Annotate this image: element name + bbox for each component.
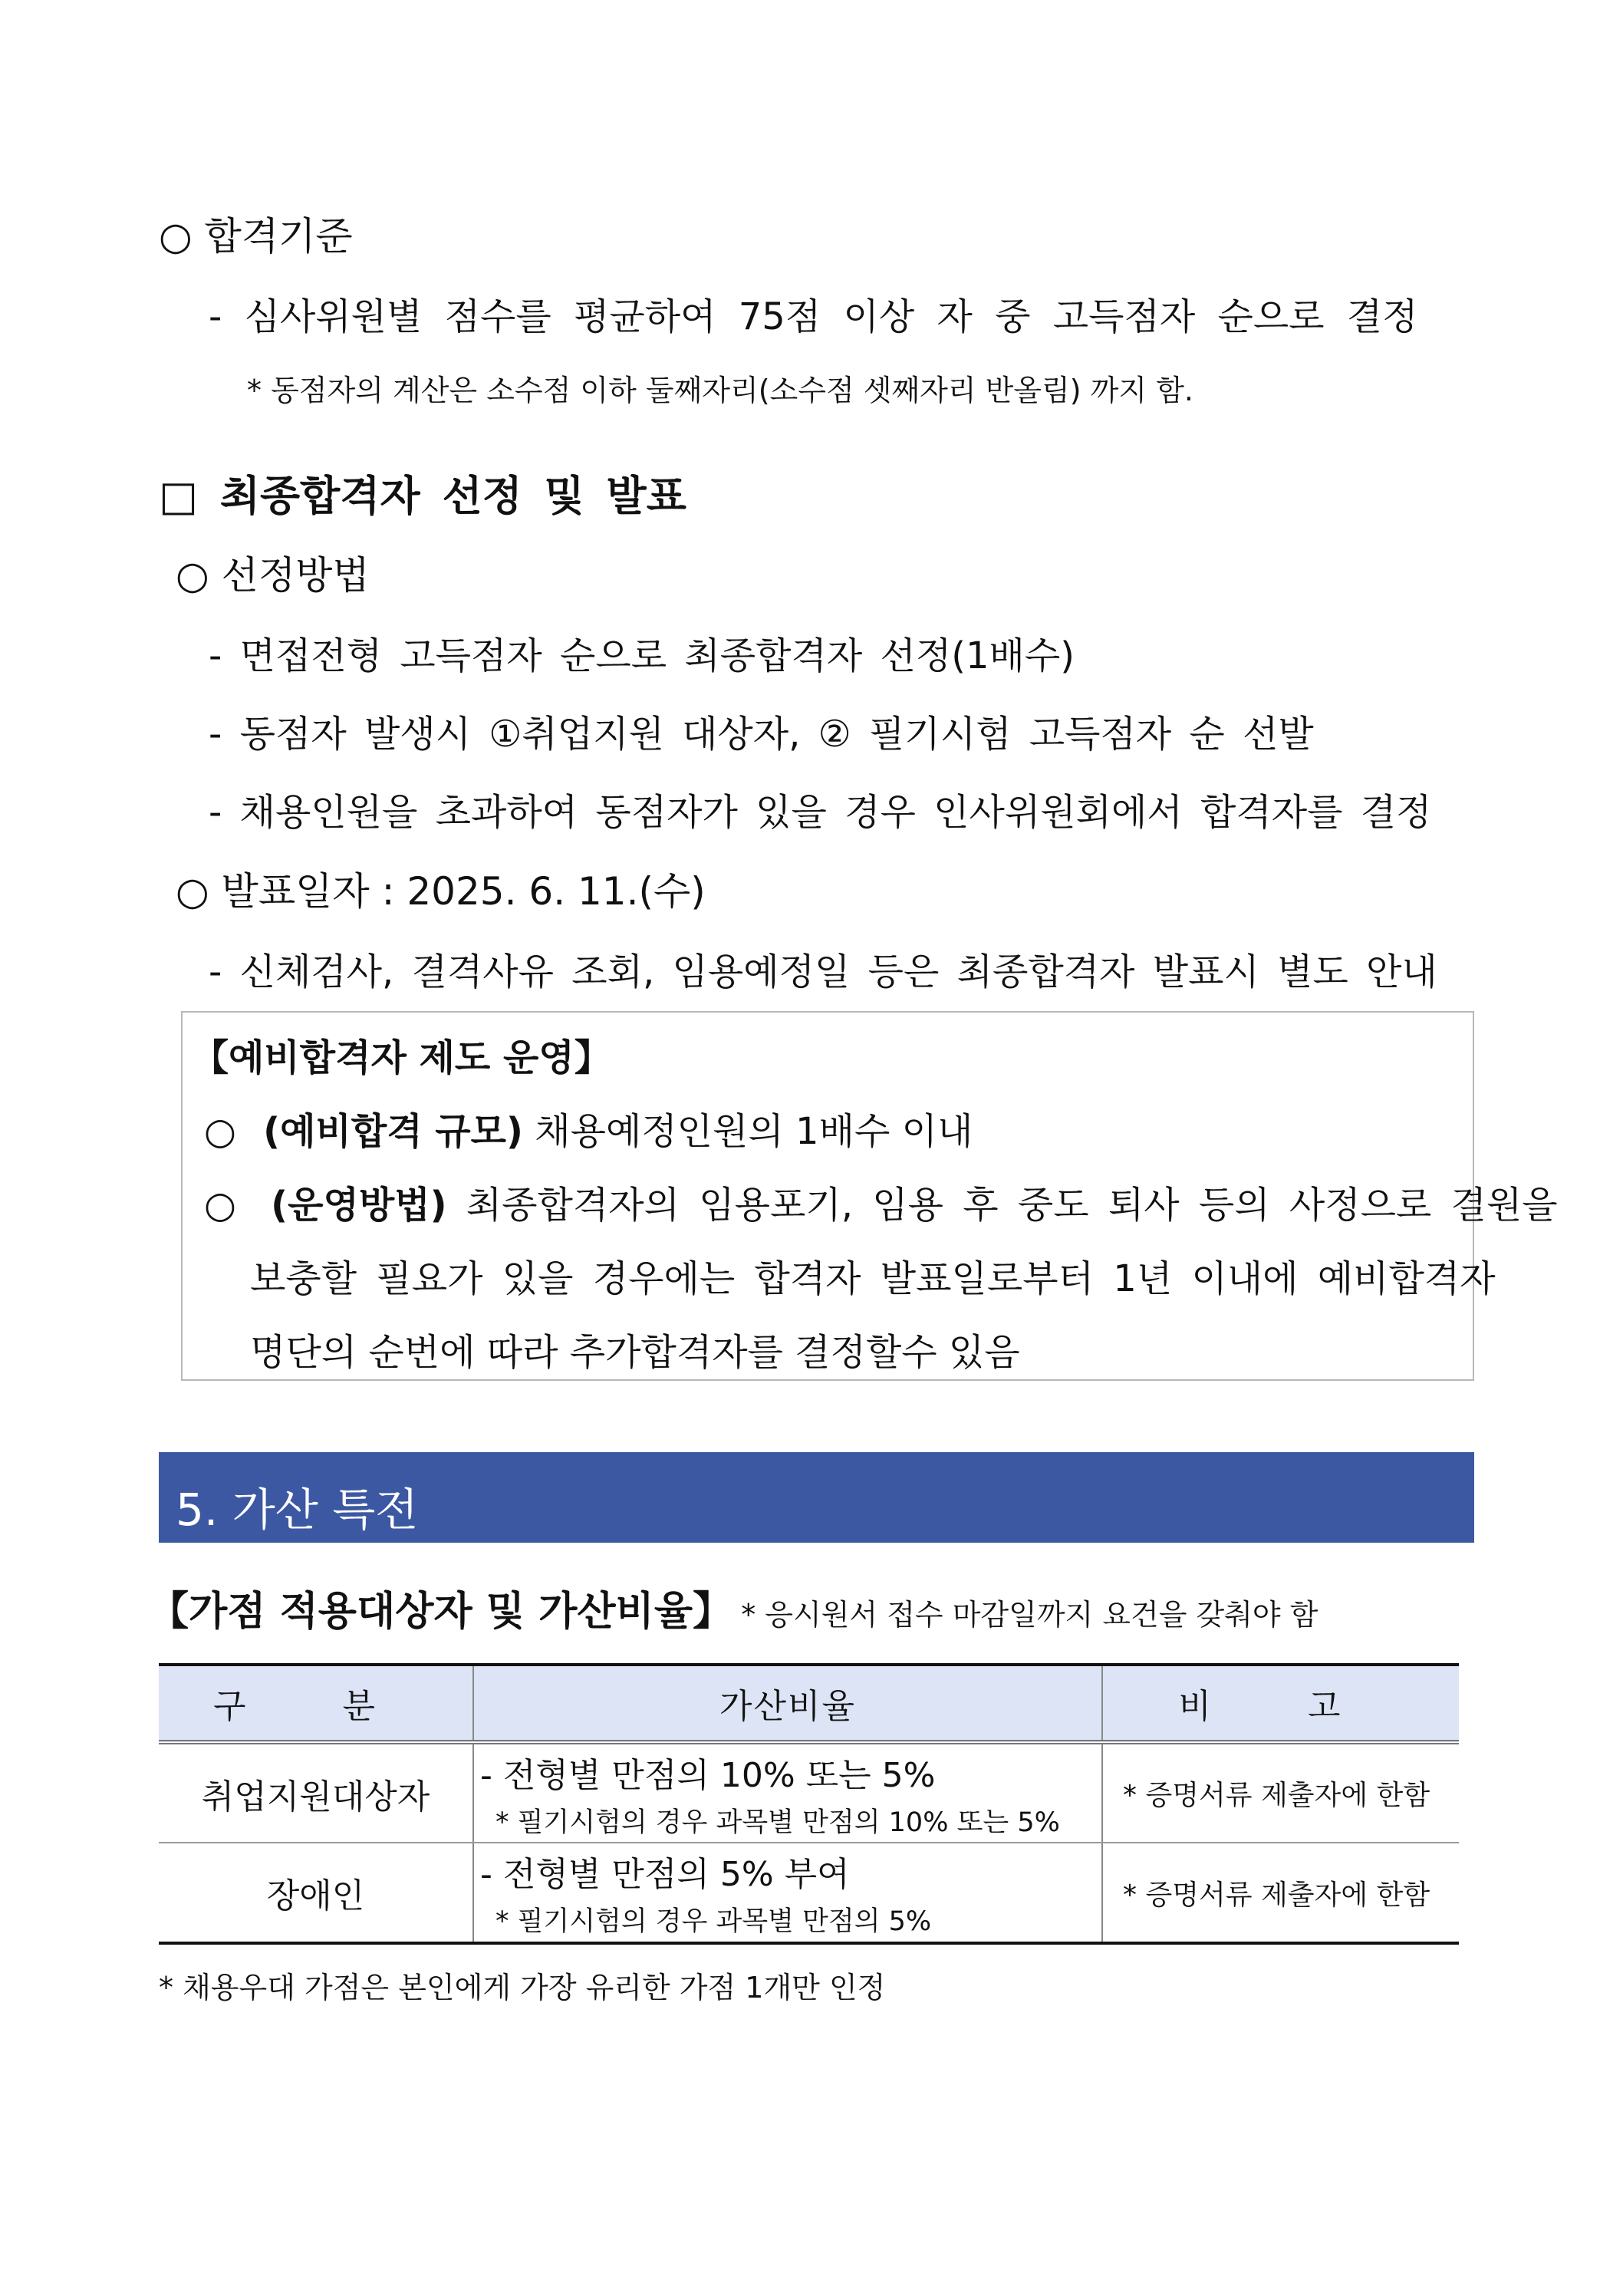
- column-header-category: 구 분: [159, 1665, 473, 1742]
- announce-item: - 신체검사, 결격사유 조회, 임용예정일 등은 최종합격자 발표시 별도 안내: [209, 950, 1437, 993]
- selection-method-item: - 면접전형 고득점자 순으로 최종합격자 선정(1배수): [209, 634, 1075, 677]
- pass-criteria-heading: ○ 합격기준: [159, 214, 353, 259]
- bullet: ○: [204, 1110, 236, 1153]
- rate-cell: [473, 1843, 1102, 1943]
- bullet: ○: [204, 1184, 236, 1227]
- rate-note: * 필기시험의 경우 과목별 만점의 5%: [495, 1906, 932, 1937]
- announce-date-heading: ○ 발표일자 : 2025. 6. 11.(수): [176, 869, 706, 914]
- rate-main: - 전형별 만점의 5% 부여: [480, 1855, 850, 1894]
- rate-cell: [473, 1742, 1102, 1843]
- bonus-subtitle-note: * 응시원서 접수 마감일까지 요건을 갖춰야 함: [741, 1598, 1318, 1632]
- bonus-table: [159, 1663, 1459, 1945]
- reserve-item: [204, 1175, 1558, 1228]
- reserve-continuation: 보충할 필요가 있을 경우에는 합격자 발표일로부터 1년 이내에 예비합격자: [250, 1257, 1496, 1300]
- table-header-row: [159, 1665, 1459, 1742]
- rate-main: - 전형별 만점의 10% 또는 5%: [480, 1755, 936, 1795]
- bonus-footnote: * 채용우대 가점은 본인에게 가장 유리한 가점 1개만 인정: [159, 1971, 886, 2004]
- reserve-item-label: (예비합격 규모): [263, 1110, 523, 1153]
- rate-note: * 필기시험의 경우 과목별 만점의 10% 또는 5%: [495, 1807, 1060, 1838]
- pass-criteria-rule: - 심사위원별 점수를 평균하여 75점 이상 자 중 고득점자 순으로 결정: [209, 295, 1418, 338]
- bonus-subtitle-line: [149, 1579, 1318, 1636]
- reserve-continuation: 명단의 순번에 따라 추가합격자를 결정할수 있음: [250, 1331, 1020, 1374]
- bonus-subtitle: 【가점 적용대상자 및 가산비율】: [149, 1589, 733, 1635]
- category-cell: 장애인: [159, 1843, 473, 1943]
- section-title-bar: [159, 1452, 1474, 1543]
- reserve-item-text: 채용예정인원의 1배수 이내: [522, 1110, 973, 1153]
- reserve-box-title: 【예비합격자 제도 운영】: [192, 1036, 611, 1079]
- section-title: 5. 가산 특전: [176, 1484, 419, 1536]
- selection-method-item: - 채용인원을 초과하여 동점자가 있을 경우 인사위원회에서 합격자를 결정: [209, 791, 1432, 834]
- column-header-rate: 가산비율: [473, 1665, 1102, 1742]
- reserve-item-label: (운영방법): [271, 1184, 447, 1227]
- category-cell: 취업지원대상자: [159, 1742, 473, 1843]
- remark-cell: * 증명서류 제출자에 한함: [1102, 1843, 1459, 1943]
- reserve-item: [204, 1102, 973, 1155]
- table-row: [159, 1742, 1459, 1843]
- table-row: [159, 1843, 1459, 1943]
- selection-method-heading: ○ 선정방법: [176, 553, 370, 598]
- reserve-item-text: 최종합격자의 임용포기, 임용 후 중도 퇴사 등의 사정으로 결원을: [446, 1184, 1558, 1227]
- remark-cell: * 증명서류 제출자에 한함: [1102, 1742, 1459, 1843]
- pass-criteria-note: * 동점자의 계산은 소수점 이하 둘째자리(소수점 셋째자리 반올림) 까지 함.: [247, 374, 1193, 407]
- selection-method-item: - 동점자 발생시 ①취업지원 대상자, ② 필기시험 고득점자 순 선발: [209, 713, 1314, 756]
- final-selection-heading: □ 최종합격자 선정 및 발표: [159, 472, 686, 520]
- column-header-remark: 비 고: [1102, 1665, 1459, 1742]
